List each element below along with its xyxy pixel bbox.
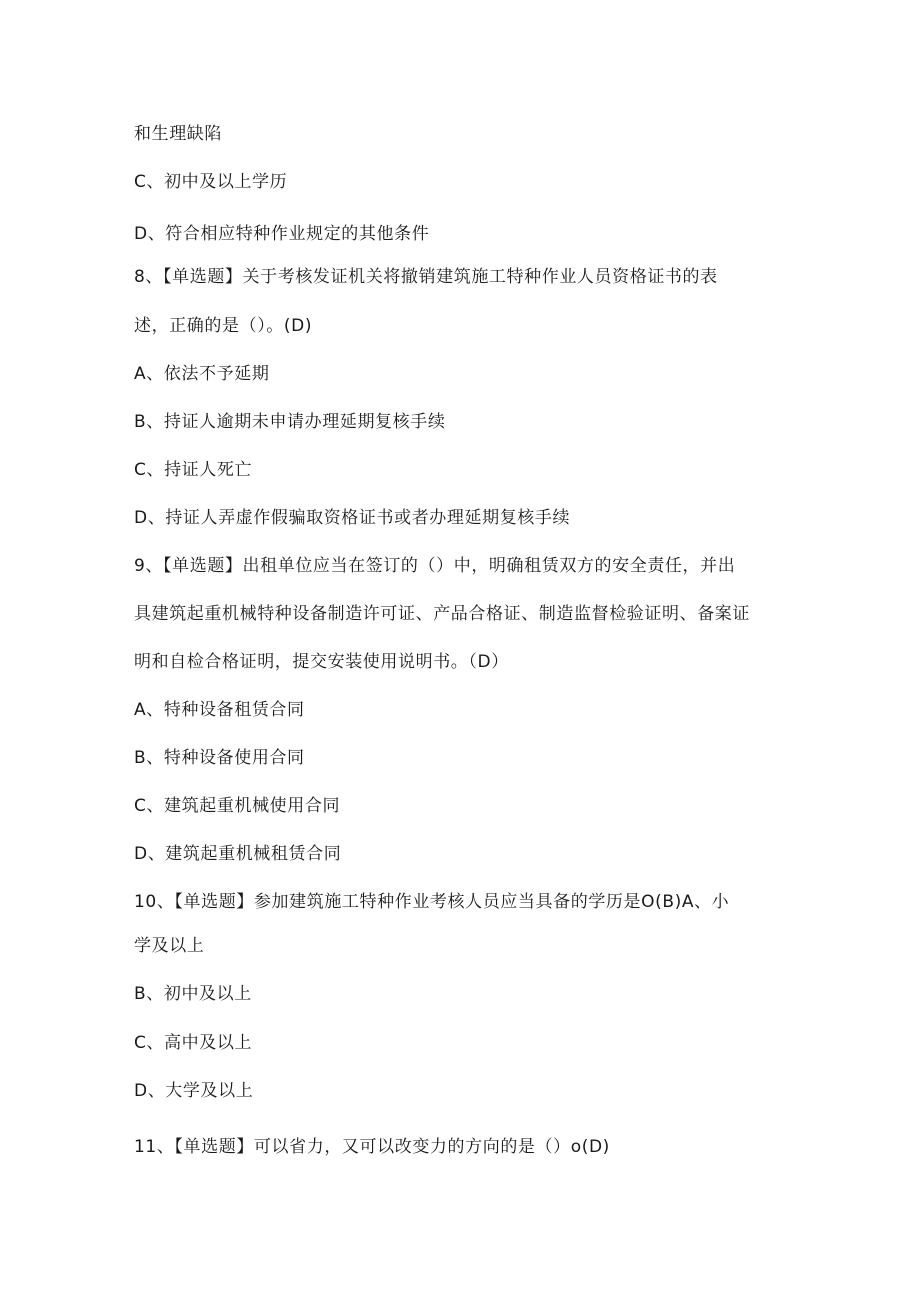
q9-question-line-3: 明和自检合格证明，提交安装使用说明书。（D）: [134, 652, 509, 672]
q10-question-line-2: 学及以上: [134, 936, 205, 956]
q11-question-line-1: 11、【单选题】可以省力，又可以改变力的方向的是（）o(D): [134, 1137, 610, 1157]
q7-option-c: C、初中及以上学历: [134, 172, 288, 192]
q10-question-line-1: 10、【单选题】参加建筑施工特种作业考核人员应当具备的学历是O(B)A、小: [134, 892, 730, 912]
q9-question-line-1: 9、【单选题】出租单位应当在签订的（）中，明确租赁双方的安全责任，并出: [134, 556, 736, 576]
q8-question-line-1: 8、【单选题】关于考核发证机关将撤销建筑施工特种作业人员资格证书的表: [134, 267, 718, 287]
q9-option-d: D、建筑起重机械租赁合同: [134, 844, 342, 864]
q8-option-a: A、依法不予延期: [134, 364, 270, 384]
q8-option-c: C、持证人死亡: [134, 460, 253, 480]
q9-option-c: C、建筑起重机械使用合同: [134, 796, 341, 816]
q9-option-b: B、特种设备使用合同: [134, 748, 305, 768]
q7-option-d: D、符合相应特种作业规定的其他条件: [134, 224, 430, 244]
q10-option-d: D、大学及以上: [134, 1081, 254, 1101]
q8-option-b: B、持证人逾期未申请办理延期复核手续: [134, 412, 446, 432]
q10-option-b: B、初中及以上: [134, 984, 252, 1004]
text-line-continuation: 和生理缺陷: [134, 124, 222, 144]
q8-question-line-2: 述，正确的是（）。(D): [134, 316, 313, 336]
q9-option-a: A、特种设备租赁合同: [134, 700, 305, 720]
q8-option-d: D、持证人弄虚作假骗取资格证书或者办理延期复核手续: [134, 508, 571, 528]
q10-option-c: C、高中及以上: [134, 1033, 253, 1053]
q9-question-line-2: 具建筑起重机械特种设备制造许可证、产品合格证、制造监督检验证明、备案证: [134, 604, 750, 624]
